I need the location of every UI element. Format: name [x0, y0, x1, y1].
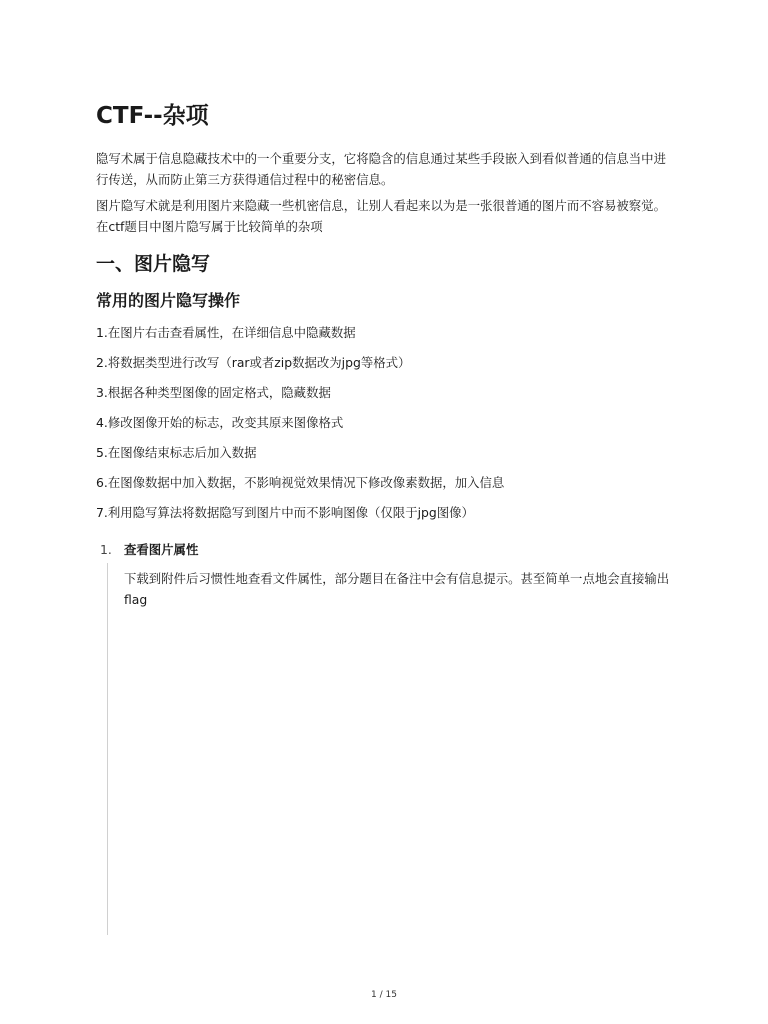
- ordered-item-body: 下载到附件后习惯性地查看文件属性，部分题目在备注中会有信息提示。甚至简单一点地会直接输出flag: [124, 571, 670, 607]
- list-item: 2.将数据类型进行改写（rar或者zip数据改为jpg等格式）: [96, 355, 411, 370]
- subsection-heading: 常用的图片隐写操作: [96, 291, 241, 310]
- section-heading: 一、图片隐写: [96, 253, 211, 275]
- page-indicator: 1 / 15: [371, 990, 397, 1000]
- list-item: 1.在图片右击查看属性，在详细信息中隐藏数据: [96, 325, 356, 340]
- list-item: 6.在图像数据中加入数据，不影响视觉效果情况下修改像素数据，加入信息: [96, 475, 505, 490]
- ordered-item-number: 1.: [100, 542, 112, 557]
- list-item: 5.在图像结束标志后加入数据: [96, 445, 257, 460]
- operations-list: [96, 322, 674, 532]
- list-item: 3.根据各种类型图像的固定格式，隐藏数据: [96, 385, 331, 400]
- document-title: CTF--杂项: [96, 103, 209, 129]
- list-item: 4.修改图像开始的标志，改变其原来图像格式: [96, 415, 344, 430]
- document-page: [96, 0, 676, 1024]
- intro-paragraph-1: 隐写术属于信息隐藏技术中的一个重要分支，它将隐含的信息通过某些手段嵌入到看似普通的信息当中进行传送，从而防止第三方获得通信过程中的秘密信息。: [96, 151, 666, 187]
- blockquote-rule: [107, 563, 108, 935]
- list-item: 7.利用隐写算法将数据隐写到图片中而不影响图像（仅限于jpg图像）: [96, 505, 474, 520]
- ordered-item-title: 查看图片属性: [124, 542, 199, 557]
- intro-paragraph-2: 图片隐写术就是利用图片来隐藏一些机密信息，让别人看起来以为是一张很普通的图片而不容易被察觉。在ctf题目中图片隐写属于比较简单的杂项: [96, 198, 666, 234]
